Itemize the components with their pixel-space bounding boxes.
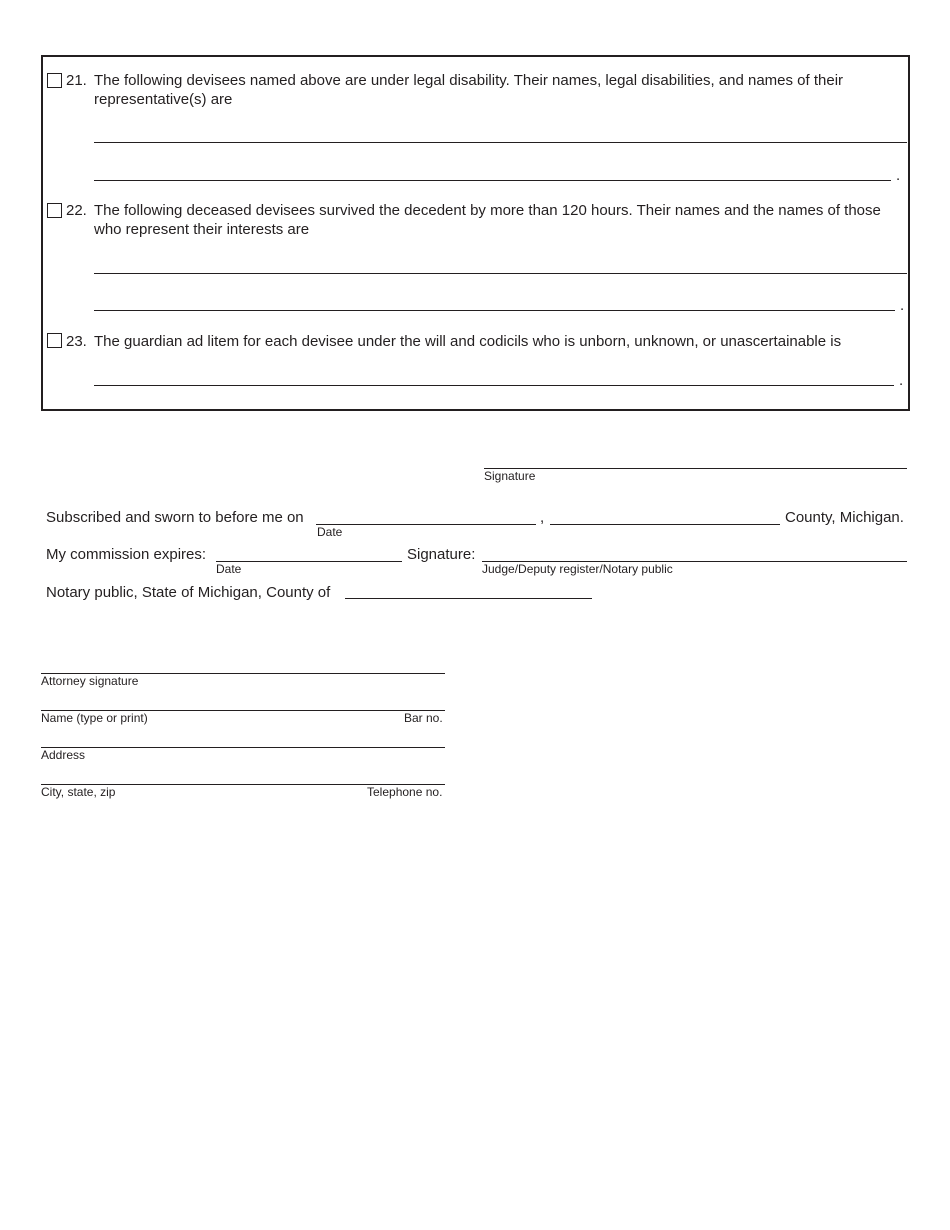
signature-line[interactable] [484, 468, 907, 469]
signature-label: Signature: [407, 546, 476, 563]
signer-caption: Judge/Deputy register/Notary public [482, 562, 673, 576]
item-23-period: . [899, 372, 904, 389]
item-23-checkbox[interactable] [47, 333, 62, 348]
commission-date-line[interactable] [216, 561, 402, 562]
sworn-date-caption: Date [317, 525, 343, 539]
item-22-text: The following deceased devisees survived the decedent by more than 120 hours. Their names and the names of those who represent their interests are [94, 202, 881, 238]
attorney-address-line[interactable] [41, 747, 445, 748]
sworn-date-line[interactable] [316, 524, 536, 525]
comma: , [540, 509, 545, 526]
commission-text: My commission expires: [46, 546, 207, 563]
item-22-number: 22. [66, 202, 87, 219]
notary-county-line[interactable] [345, 598, 592, 599]
telephone-caption: Telephone no. [367, 785, 443, 799]
item-22-period: . [900, 297, 905, 314]
item-21-line-1[interactable] [94, 142, 907, 143]
attorney-address-caption: Address [41, 748, 86, 762]
signature-caption: Signature [484, 469, 536, 483]
attorney-signature-caption: Attorney signature [41, 674, 139, 688]
item-21-checkbox[interactable] [47, 73, 62, 88]
item-22-checkbox[interactable] [47, 203, 62, 218]
item-21-line-2[interactable] [94, 180, 891, 181]
item-22-line-2[interactable] [94, 310, 895, 311]
subscribed-text: Subscribed and sworn to before me on [46, 509, 304, 526]
attorney-city-caption: City, state, zip [41, 785, 116, 799]
item-21-text: The following devisees named above are under legal disability. Their names, legal disabilities, and names of their representative(s) are [94, 72, 844, 108]
item-21-number: 21. [66, 72, 87, 89]
bar-no-caption: Bar no. [404, 711, 443, 725]
item-21-period: . [896, 167, 901, 184]
item-23-text: The guardian ad litem for each devisee under the will and codicils who is unborn, unknown, or unascertainable is [94, 333, 842, 350]
notary-text: Notary public, State of Michigan, County of [46, 584, 331, 601]
county-michigan-text: County, Michigan. [785, 509, 904, 526]
item-23-line[interactable] [94, 385, 894, 386]
attorney-name-caption: Name (type or print) [41, 711, 148, 725]
county-line[interactable] [550, 524, 780, 525]
item-22-line-1[interactable] [94, 273, 907, 274]
item-23-number: 23. [66, 333, 87, 350]
commission-date-caption: Date [216, 562, 242, 576]
